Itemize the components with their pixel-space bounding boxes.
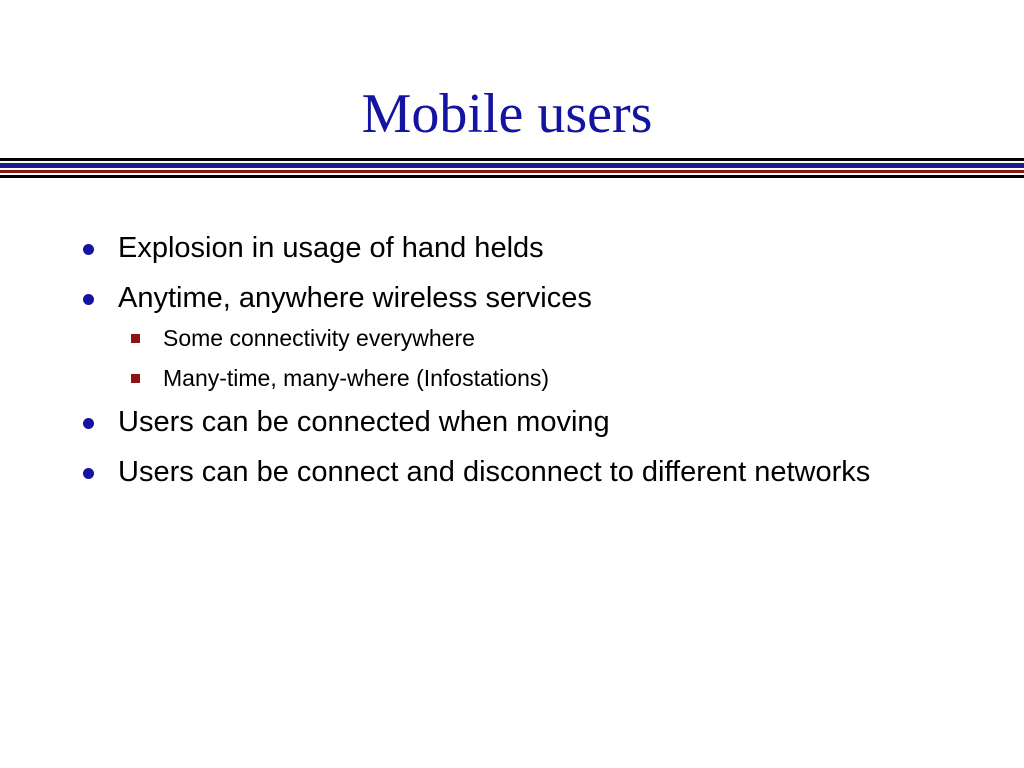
bullet-item [0, 452, 888, 492]
sub-bullet-text: Many-time, many-where (Infostations) [163, 365, 550, 391]
filled-square-bullet-icon [131, 334, 140, 343]
bullet-text: Users can be connect and disconnect to different networks [118, 456, 871, 488]
title-divider-black-top [0, 158, 1024, 161]
bullet-text: Anytime, anywhere wireless services [118, 282, 592, 314]
filled-circle-bullet-icon [83, 468, 94, 479]
title-divider-black-bottom [0, 175, 1024, 178]
filled-circle-bullet-icon [83, 418, 94, 429]
filled-square-bullet-icon [131, 374, 140, 383]
sub-bullet-item [0, 322, 1024, 354]
slide-title: Mobile users [361, 83, 653, 145]
filled-circle-bullet-icon [83, 244, 94, 255]
bullet-item [0, 228, 888, 268]
sub-bullet-list [0, 322, 1024, 394]
bullet-item [0, 278, 888, 318]
sub-bullet-item [0, 362, 1024, 394]
bullet-item [0, 402, 888, 442]
bullet-text: Users can be connected when moving [118, 406, 610, 438]
title-divider-red [0, 170, 1024, 173]
sub-bullet-text: Some connectivity everywhere [163, 325, 475, 351]
filled-circle-bullet-icon [83, 294, 94, 305]
title-divider-blue [0, 163, 1024, 168]
bullet-list [0, 228, 1024, 502]
bullet-text: Explosion in usage of hand helds [118, 232, 544, 264]
